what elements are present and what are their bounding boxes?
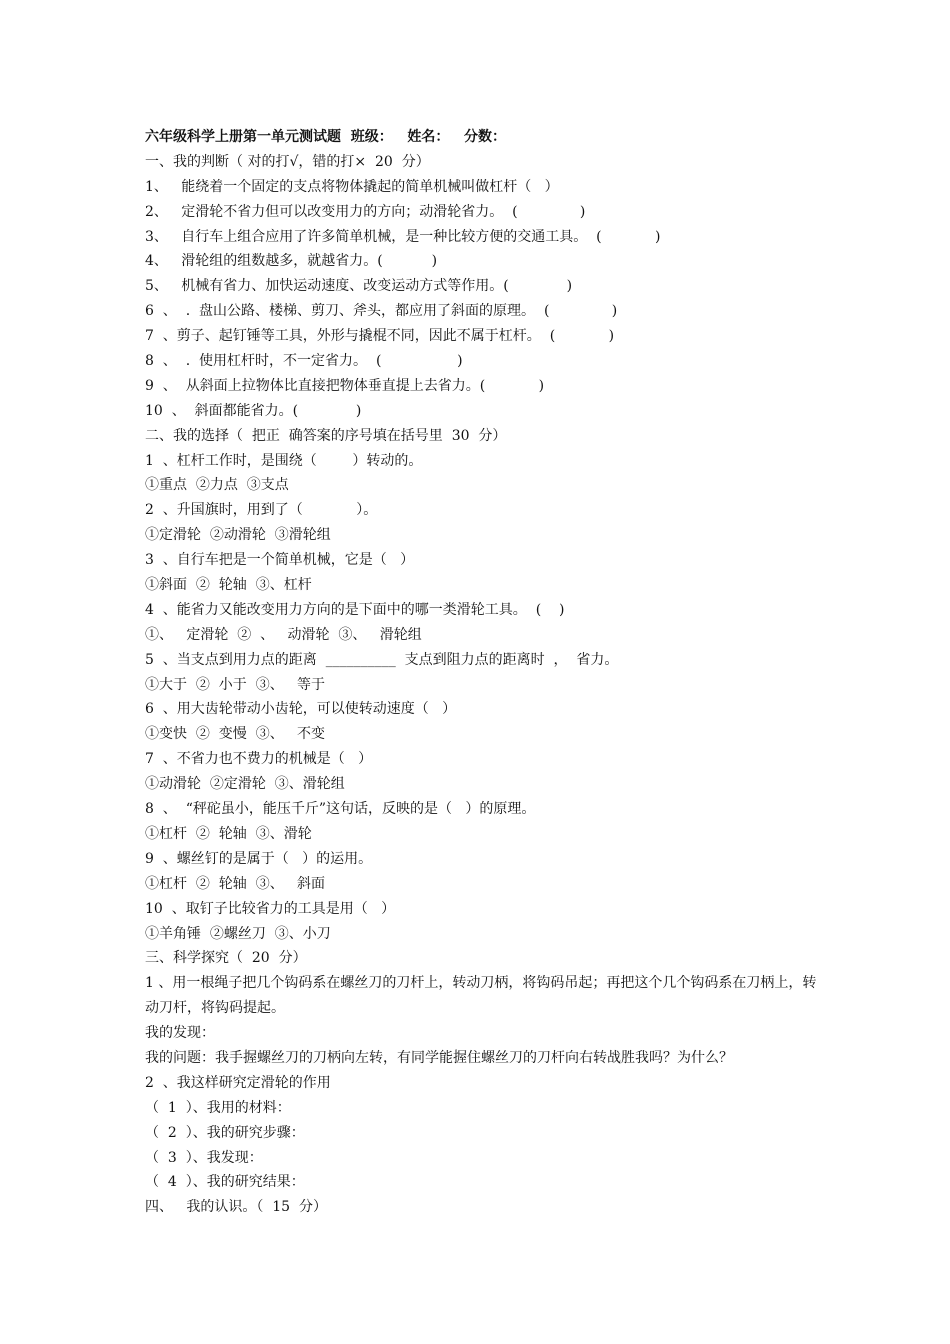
question-line: 10 、取钉子比较省力的工具是用（ ） <box>145 900 396 917</box>
question-line: 5、 机械有省力、加快运动速度、改变运动方式等作用。( ) <box>145 278 573 295</box>
question-line: 9 、 从斜面上拉物体比直接把物体垂直提上去省力。( ) <box>145 377 545 394</box>
answer-prompt: 我的发现： <box>145 1025 215 1042</box>
question-line: 9 、螺丝钉的是属于（ ）的运用。 <box>145 850 373 867</box>
question-line: 5 、当支点到用力点的距离 __________ 支点到阻力点的距离时 ， 省力。 <box>145 651 619 668</box>
experiment-paragraph: 1 、用一根绳子把几个钩码系在螺丝刀的刀杆上，转动刀柄，将钩码吊起；再把这个几个钩码系在刀柄上，转动刀杆，将钩码提起。 <box>145 975 817 1017</box>
options-line: ①杠杆 ② 轮轴 ③、 斜面 <box>145 875 326 892</box>
page-title: 六年级科学上册第一单元测试题 班级： 姓名： 分数： <box>145 129 506 145</box>
question-line: 2 、我这样研究定滑轮的作用 <box>145 1074 331 1091</box>
question-line: 1、 能绕着一个固定的支点将物体撬起的简单机械叫做杠杆（ ） <box>145 178 559 195</box>
section-heading-2: 二、我的选择（ 把正 确答案的序号填在括号里 30 分） <box>145 427 507 444</box>
options-line: ①杠杆 ② 轮轴 ③、滑轮 <box>145 825 312 842</box>
options-line: ①定滑轮 ②动滑轮 ③滑轮组 <box>145 527 331 544</box>
answer-prompt: 我的问题：我手握螺丝刀的刀柄向左转，有同学能握住螺丝刀的刀杆向右转战胜我吗？为什么？ <box>145 1049 733 1066</box>
answer-prompt: （ 3 ）、我发现： <box>145 1149 263 1166</box>
question-line: 4、 滑轮组的组数越多，就越省力。( ) <box>145 253 438 270</box>
question-line: 6 、 . 盘山公路、楼梯、剪刀、斧头，都应用了斜面的原理。 ( ) <box>145 303 618 320</box>
options-line: ①大于 ② 小于 ③、 等于 <box>145 676 326 693</box>
section-heading-1: 一、我的判断（ 对的打√，错的打× 20 分） <box>145 153 430 170</box>
section-heading-3: 三、科学探究（ 20 分） <box>145 950 307 967</box>
options-line: ①重点 ②力点 ③支点 <box>145 477 289 494</box>
question-line: 8 、 “秤砣虽小，能压千斤”这句话，反映的是（ ）的原理。 <box>145 801 536 818</box>
options-line: ①动滑轮 ②定滑轮 ③、滑轮组 <box>145 776 345 793</box>
question-line: 3、 自行车上组合应用了许多简单机械，是一种比较方便的交通工具。 ( ) <box>145 228 661 245</box>
question-line: 7 、不省力也不费力的机械是（ ） <box>145 751 373 768</box>
options-line: ①、 定滑轮 ② 、 动滑轮 ③、 滑轮组 <box>145 626 422 643</box>
document-body <box>145 125 825 1220</box>
section-heading-4: 四、 我的认识。（ 15 分） <box>145 1199 327 1216</box>
question-line: 4 、能省力又能改变用力方向的是下面中的哪一类滑轮工具。 ( ) <box>145 601 565 618</box>
answer-prompt: （ 4 ）、我的研究结果： <box>145 1174 305 1191</box>
question-line: 2、 定滑轮不省力但可以改变用力的方向；动滑轮省力。 ( ) <box>145 203 586 220</box>
question-line: 6 、用大齿轮带动小齿轮，可以使转动速度（ ） <box>145 701 457 718</box>
options-line: ①羊角锤 ②螺丝刀 ③、小刀 <box>145 925 331 942</box>
options-line: ①斜面 ② 轮轴 ③、杠杆 <box>145 577 312 594</box>
question-line: 8 、 . 使用杠杆时，不一定省力。 ( ) <box>145 353 463 370</box>
question-line: 10 、 斜面都能省力。( ) <box>145 402 362 419</box>
answer-prompt: （ 2 ）、我的研究步骤： <box>145 1124 305 1141</box>
question-line: 1 、杠杆工作时，是围绕（ ）转动的。 <box>145 452 423 469</box>
question-line: 7 、剪子、起钉锤等工具，外形与撬棍不同，因此不属于杠杆。 ( ) <box>145 328 615 345</box>
question-line: 3 、自行车把是一个简单机械，它是（ ） <box>145 552 415 569</box>
options-line: ①变快 ② 变慢 ③、 不变 <box>145 726 326 743</box>
answer-prompt: （ 1 ）、我用的材料： <box>145 1099 291 1116</box>
question-line: 2 、升国旗时，用到了（ ）。 <box>145 502 378 519</box>
